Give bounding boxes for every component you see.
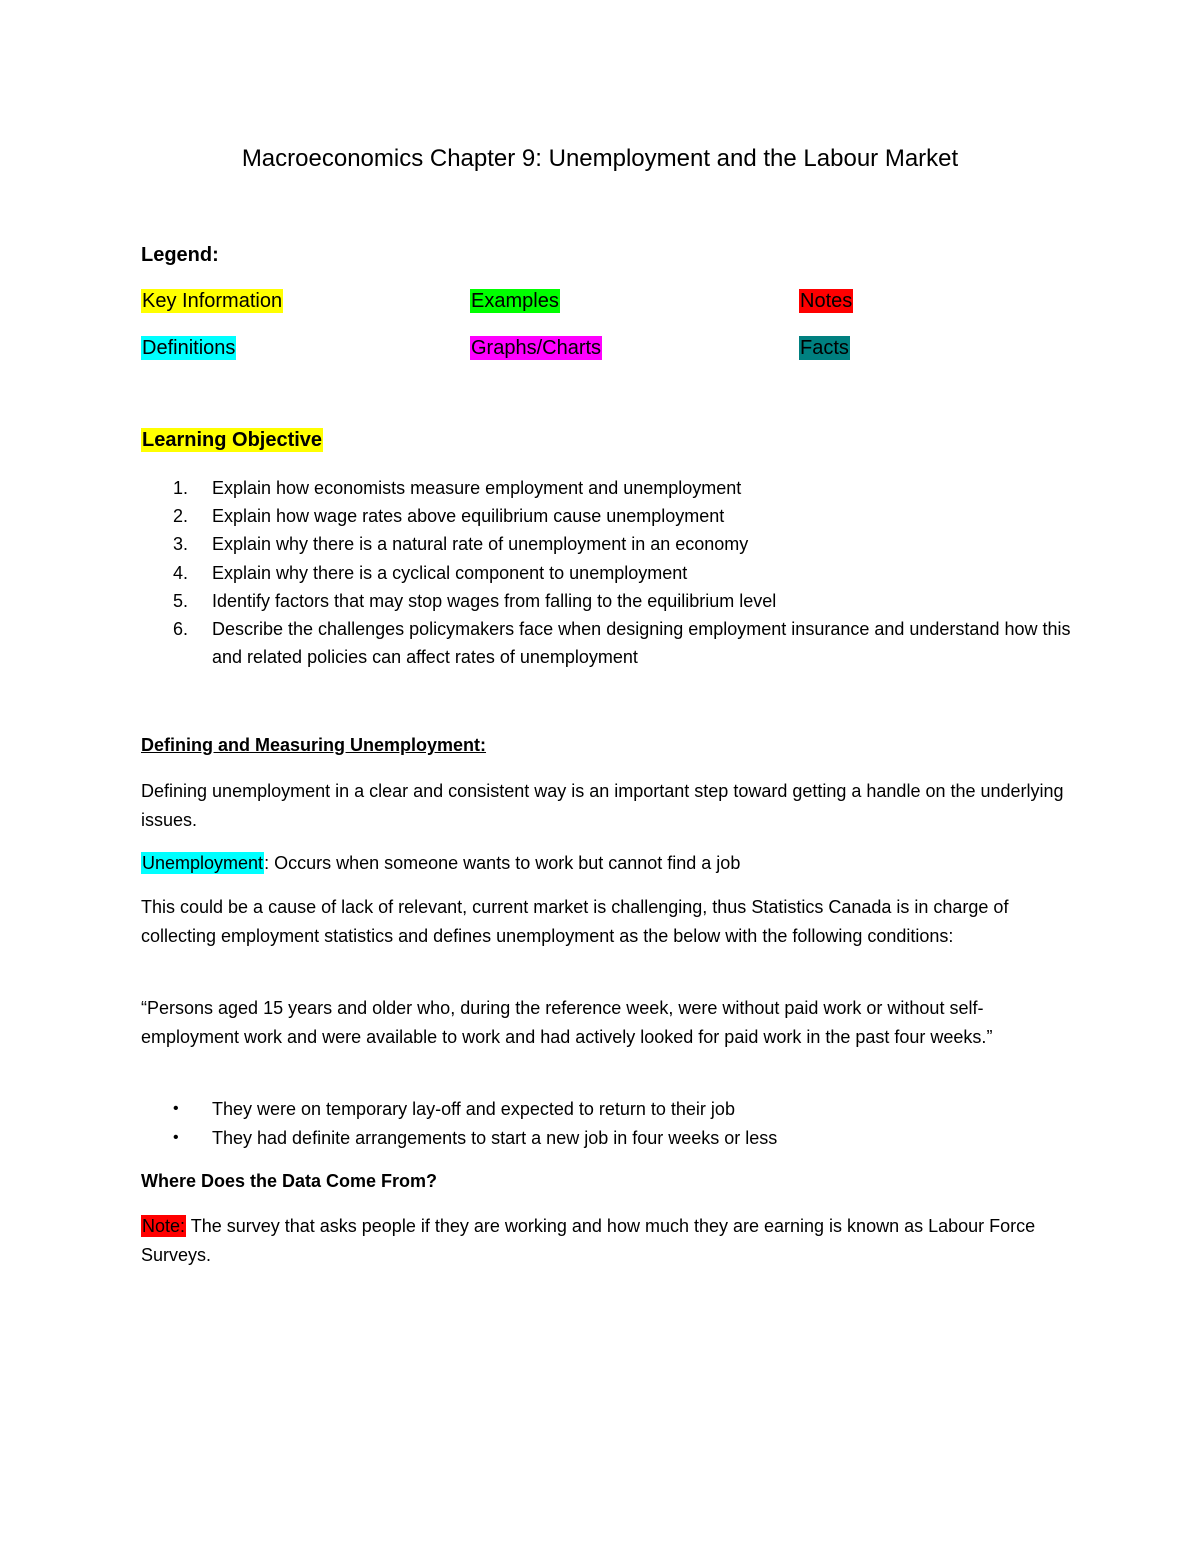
list-number: 3. [173,534,189,555]
objectives-list [141,474,1101,671]
list-item [141,474,1101,502]
list-item-text: Describe the challenges policymakers face when designing employment insurance and understand how this and related policies can affect rates of unemployment [212,619,1071,668]
note-text: The survey that asks people if they are working and how much they are earning is known as Labour Force Surveys. [141,1216,1036,1265]
page-title: Macroeconomics Chapter 9: Unemployment and the Labour Market [241,145,959,172]
list-number: 6. [173,619,189,640]
legend-examples [470,287,560,315]
list-item-text: Explain how wage rates above equilibrium cause unemployment [212,506,725,527]
intro-paragraph: Defining unemployment in a clear and consistent way is an important step toward getting a handle on the underlying issues. [141,781,1064,830]
conditions-list [141,1095,1041,1152]
legend-heading: Legend: [141,244,219,266]
list-item-text: Explain how economists measure employment and unemployment [212,478,742,498]
legend-graphs-charts [470,334,602,362]
list-number: 2. [173,506,189,527]
legend-label-text: Definitions [142,337,236,359]
section-heading-data-source: Where Does the Data Come From? [141,1171,438,1191]
legend-notes [799,287,853,315]
list-item-text: Explain why there is a natural rate of unemployment in an economy [212,534,749,555]
bullet-icon: • [173,1100,179,1117]
legend-definitions [141,334,236,362]
objectives-heading [141,427,323,454]
list-item-text: Explain why there is a cyclical component to unemployment [212,562,688,583]
definition-paragraph [141,849,1066,878]
list-item-text: Identify factors that may stop wages from falling to the equilibrium level [212,590,777,611]
definition-colon: : [264,853,270,873]
legend-key-information [141,287,283,315]
list-item [141,587,1101,615]
list-number: 1. [173,478,189,498]
list-item [141,559,1101,587]
legend-label-text: Facts [800,337,849,359]
list-item-text: They were on temporary lay-off and expected to return to their job [212,1099,735,1119]
list-item [141,1124,1041,1153]
legend-label-text: Key Information [142,290,283,312]
legend-label-text: Graphs/Charts [471,337,602,359]
list-number: 5. [173,590,189,611]
list-number: 4. [173,562,189,583]
legend-label-text: Notes [800,290,853,312]
list-item-text: They had definite arrangements to start a new job in four weeks or less [212,1127,778,1148]
section-heading-defining: Defining and Measuring Unemployment: [141,735,487,755]
definition-text: Occurs when someone wants to work but cannot find a job [269,853,741,873]
list-item [141,502,1101,530]
note-label: Note: [142,1216,186,1236]
bullet-icon: • [173,1128,179,1146]
quote-paragraph: “Persons aged 15 years and older who, during the reference week, were without paid work or without self-employment work and were available to work and had actively looked for paid work in the past four weeks.” [141,998,993,1047]
list-item [141,530,1101,558]
list-item [141,1095,1041,1124]
legend-label-text: Examples [471,290,559,312]
list-item [141,615,1101,671]
objectives-heading-text: Learning Objective [142,429,323,451]
definition-term: Unemployment [142,853,264,873]
legend-facts [799,334,850,362]
conditions-paragraph: This could be a cause of lack of relevant, current market is challenging, thus Statistics Canada is in charge of collecting employment statistics and defines unemployment as the below with the following conditions: [141,897,1009,946]
note-paragraph [141,1212,1066,1269]
